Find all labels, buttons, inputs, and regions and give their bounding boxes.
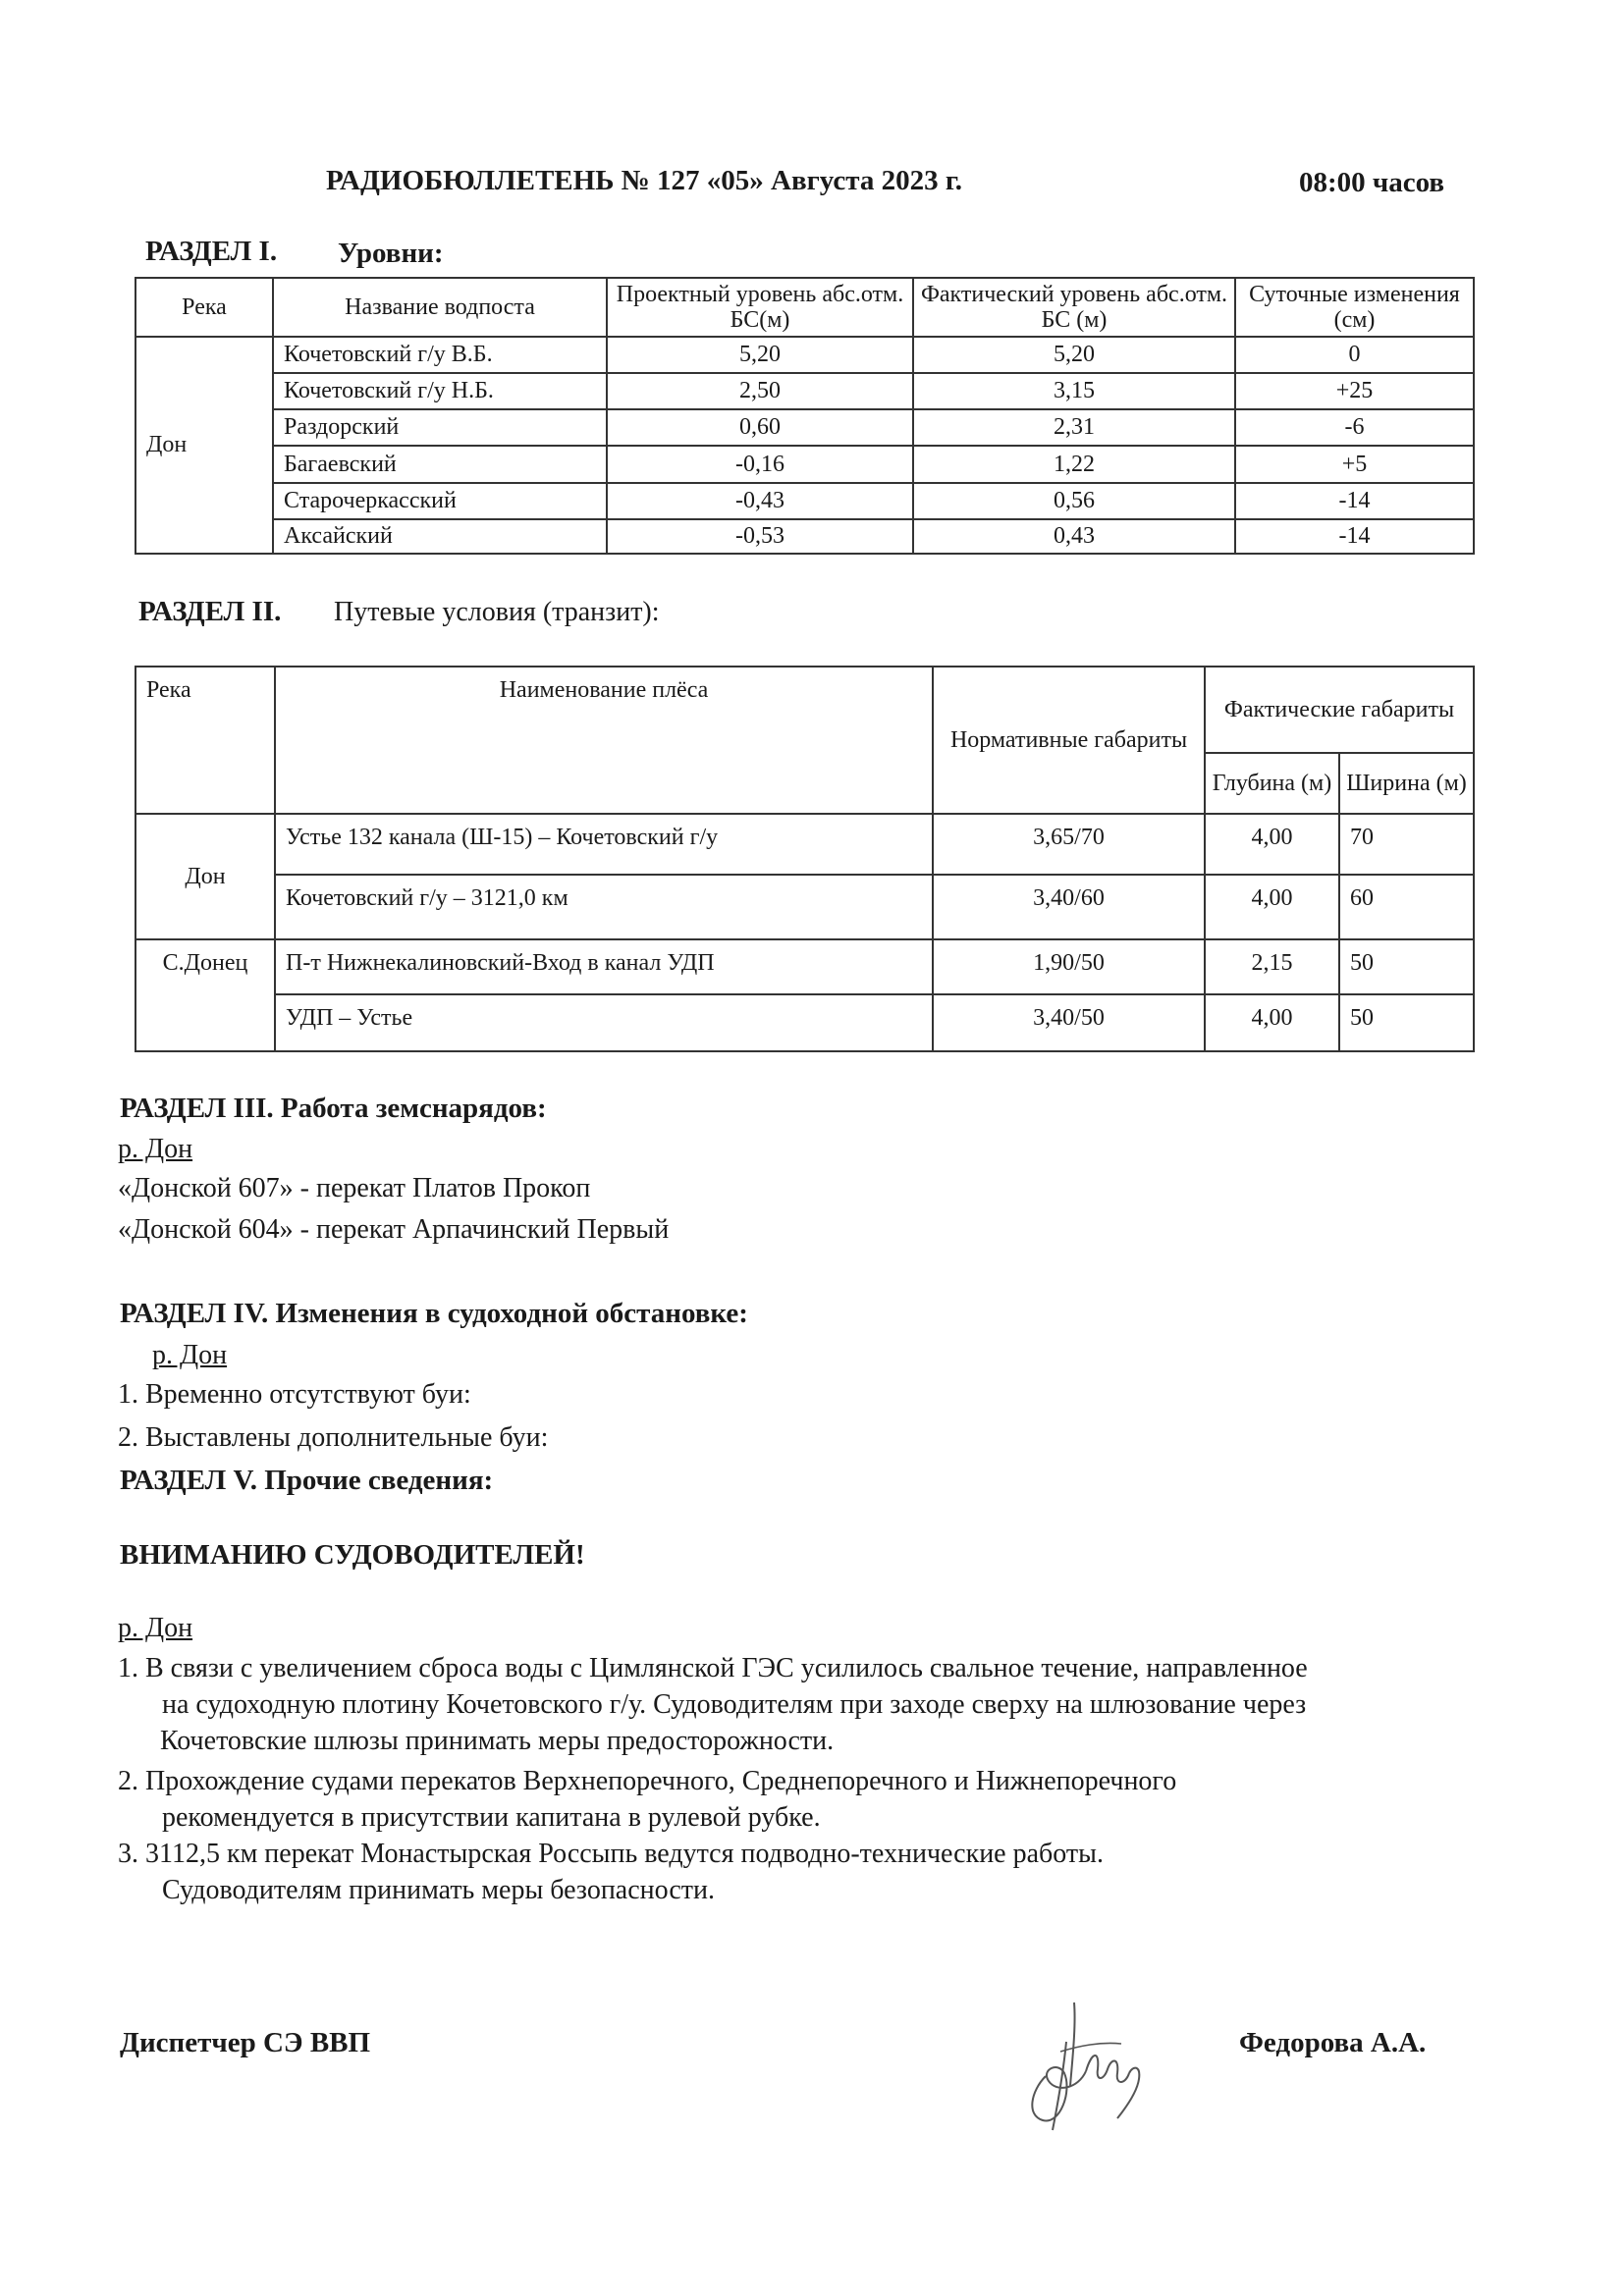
section5-title: РАЗДЕЛ V. Прочие сведения: [120,1465,494,1496]
levels-table-header [135,278,1474,337]
design-level: -0,43 [607,483,913,519]
reach-name: Кочетовский г/у – 3121,0 км [275,875,933,939]
daily-change: +5 [1235,446,1474,483]
actual-level: 1,22 [913,446,1235,483]
post-name: Аксайский [273,519,607,554]
section2-title: РАЗДЕЛ II. [138,596,282,627]
daily-change: -14 [1235,483,1474,519]
actual-depth: 4,00 [1205,875,1339,939]
section1-subtitle: Уровни: [338,238,444,269]
table-row [135,337,1474,373]
actual-level: 2,31 [913,409,1235,446]
table-row [135,814,1474,875]
post-name: Багаевский [273,446,607,483]
section4-title: РАЗДЕЛ IV. Изменения в судоходной обстановке: [120,1298,748,1329]
daily-change: -6 [1235,409,1474,446]
actual-depth: 4,00 [1205,994,1339,1051]
actual-level: 0,43 [913,519,1235,554]
dispatcher-role: Диспетчер СЭ ВВП [120,2027,371,2058]
note-line: 1. В связи с увеличением сброса воды с Цимлянской ГЭС усилилось свальное течение, направленное [118,1653,1308,1683]
attention-title: ВНИМАНИЮ СУДОВОДИТЕЛЕЙ! [120,1539,585,1571]
section3-river: р. Дон [118,1134,193,1164]
bulletin-title: РАДИОБЮЛЛЕТЕНЬ № 127 «05» Августа 2023 г. [326,165,963,196]
design-level: -0,16 [607,446,913,483]
daily-change: -14 [1235,519,1474,554]
actual-width: 50 [1339,994,1474,1051]
post-name: Раздорский [273,409,607,446]
col-width: Ширина (м) [1339,753,1474,814]
normative-dims: 3,40/50 [933,994,1205,1051]
note-line: Судоводителям принимать меры безопасности. [162,1875,715,1905]
col-reach: Наименование плёса [275,667,933,814]
note-line: 2. Прохождение судами перекатов Верхнепоречного, Среднепоречного и Нижнепоречного [118,1766,1177,1796]
transit-table-header [135,667,1474,753]
actual-level: 5,20 [913,337,1235,373]
note-line: на судоходную плотину Кочетовского г/у. Судоводителям при заходе сверху на шлюзование через [162,1689,1307,1720]
reach-name: Устье 132 канала (Ш-15) – Кочетовский г/у [275,814,933,875]
buoy-item: 2. Выставлены дополнительные буи: [118,1422,549,1453]
design-level: -0,53 [607,519,913,554]
actual-level: 3,15 [913,373,1235,409]
bulletin-time: 08:00 часов [1299,167,1445,198]
table-row [135,519,1474,554]
post-name: Кочетовский г/у В.Б. [273,337,607,373]
col-daily-change: Суточные изменения (см) [1235,278,1474,337]
normative-dims: 3,65/70 [933,814,1205,875]
col-normative: Нормативные габариты [933,667,1205,814]
col-actual-level: Фактический уровень абс.отм. БС (м) [913,278,1235,337]
table-row [135,483,1474,519]
daily-change: 0 [1235,337,1474,373]
col-actual: Фактические габариты [1205,667,1474,753]
col-river: Река [135,667,275,814]
levels-table [135,277,1475,555]
actual-width: 70 [1339,814,1474,875]
section1-title: РАЗДЕЛ I. [145,236,278,267]
note-line: Кочетовские шлюзы принимать меры предосторожности. [160,1726,835,1756]
dredger-item: «Донской 604» - перекат Арпачинский Первый [118,1214,670,1245]
river-cell: Дон [135,814,275,939]
attention-river: р. Дон [118,1613,193,1643]
col-post: Название водпоста [273,278,607,337]
reach-name: П-т Нижнекалиновский-Вход в канал УДП [275,939,933,994]
post-name: Кочетовский г/у Н.Б. [273,373,607,409]
actual-depth: 4,00 [1205,814,1339,875]
section4-river: р. Дон [152,1340,228,1370]
table-row [135,373,1474,409]
col-depth: Глубина (м) [1205,753,1339,814]
section3-title: РАЗДЕЛ III. Работа земснарядов: [120,1093,547,1124]
daily-change: +25 [1235,373,1474,409]
river-cell: Дон [135,337,273,554]
actual-depth: 2,15 [1205,939,1339,994]
buoy-item: 1. Временно отсутствуют буи: [118,1379,471,1410]
col-river: Река [135,278,273,337]
actual-width: 60 [1339,875,1474,939]
normative-dims: 1,90/50 [933,939,1205,994]
design-level: 2,50 [607,373,913,409]
table-row [135,875,1474,939]
normative-dims: 3,40/60 [933,875,1205,939]
actual-width: 50 [1339,939,1474,994]
actual-level: 0,56 [913,483,1235,519]
table-row [135,446,1474,483]
transit-table [135,666,1475,1052]
table-row [135,409,1474,446]
table-row [135,939,1474,994]
design-level: 0,60 [607,409,913,446]
note-line: 3. 3112,5 км перекат Монастырская Россыпь ведутся подводно-технические работы. [118,1839,1104,1869]
section2-subtitle: Путевые условия (транзит): [334,597,660,627]
reach-name: УДП – Устье [275,994,933,1051]
post-name: Старочеркасский [273,483,607,519]
note-line: рекомендуется в присутствии капитана в рулевой рубке. [162,1802,821,1833]
dispatcher-name: Федорова А.А. [1239,2027,1427,2058]
dredger-item: «Донской 607» - перекат Платов Прокоп [118,1173,591,1203]
design-level: 5,20 [607,337,913,373]
river-cell: С.Донец [135,939,275,1051]
col-design-level: Проектный уровень абс.отм. БС(м) [607,278,913,337]
table-row [135,994,1474,1051]
signature-image [1001,1983,1198,2140]
